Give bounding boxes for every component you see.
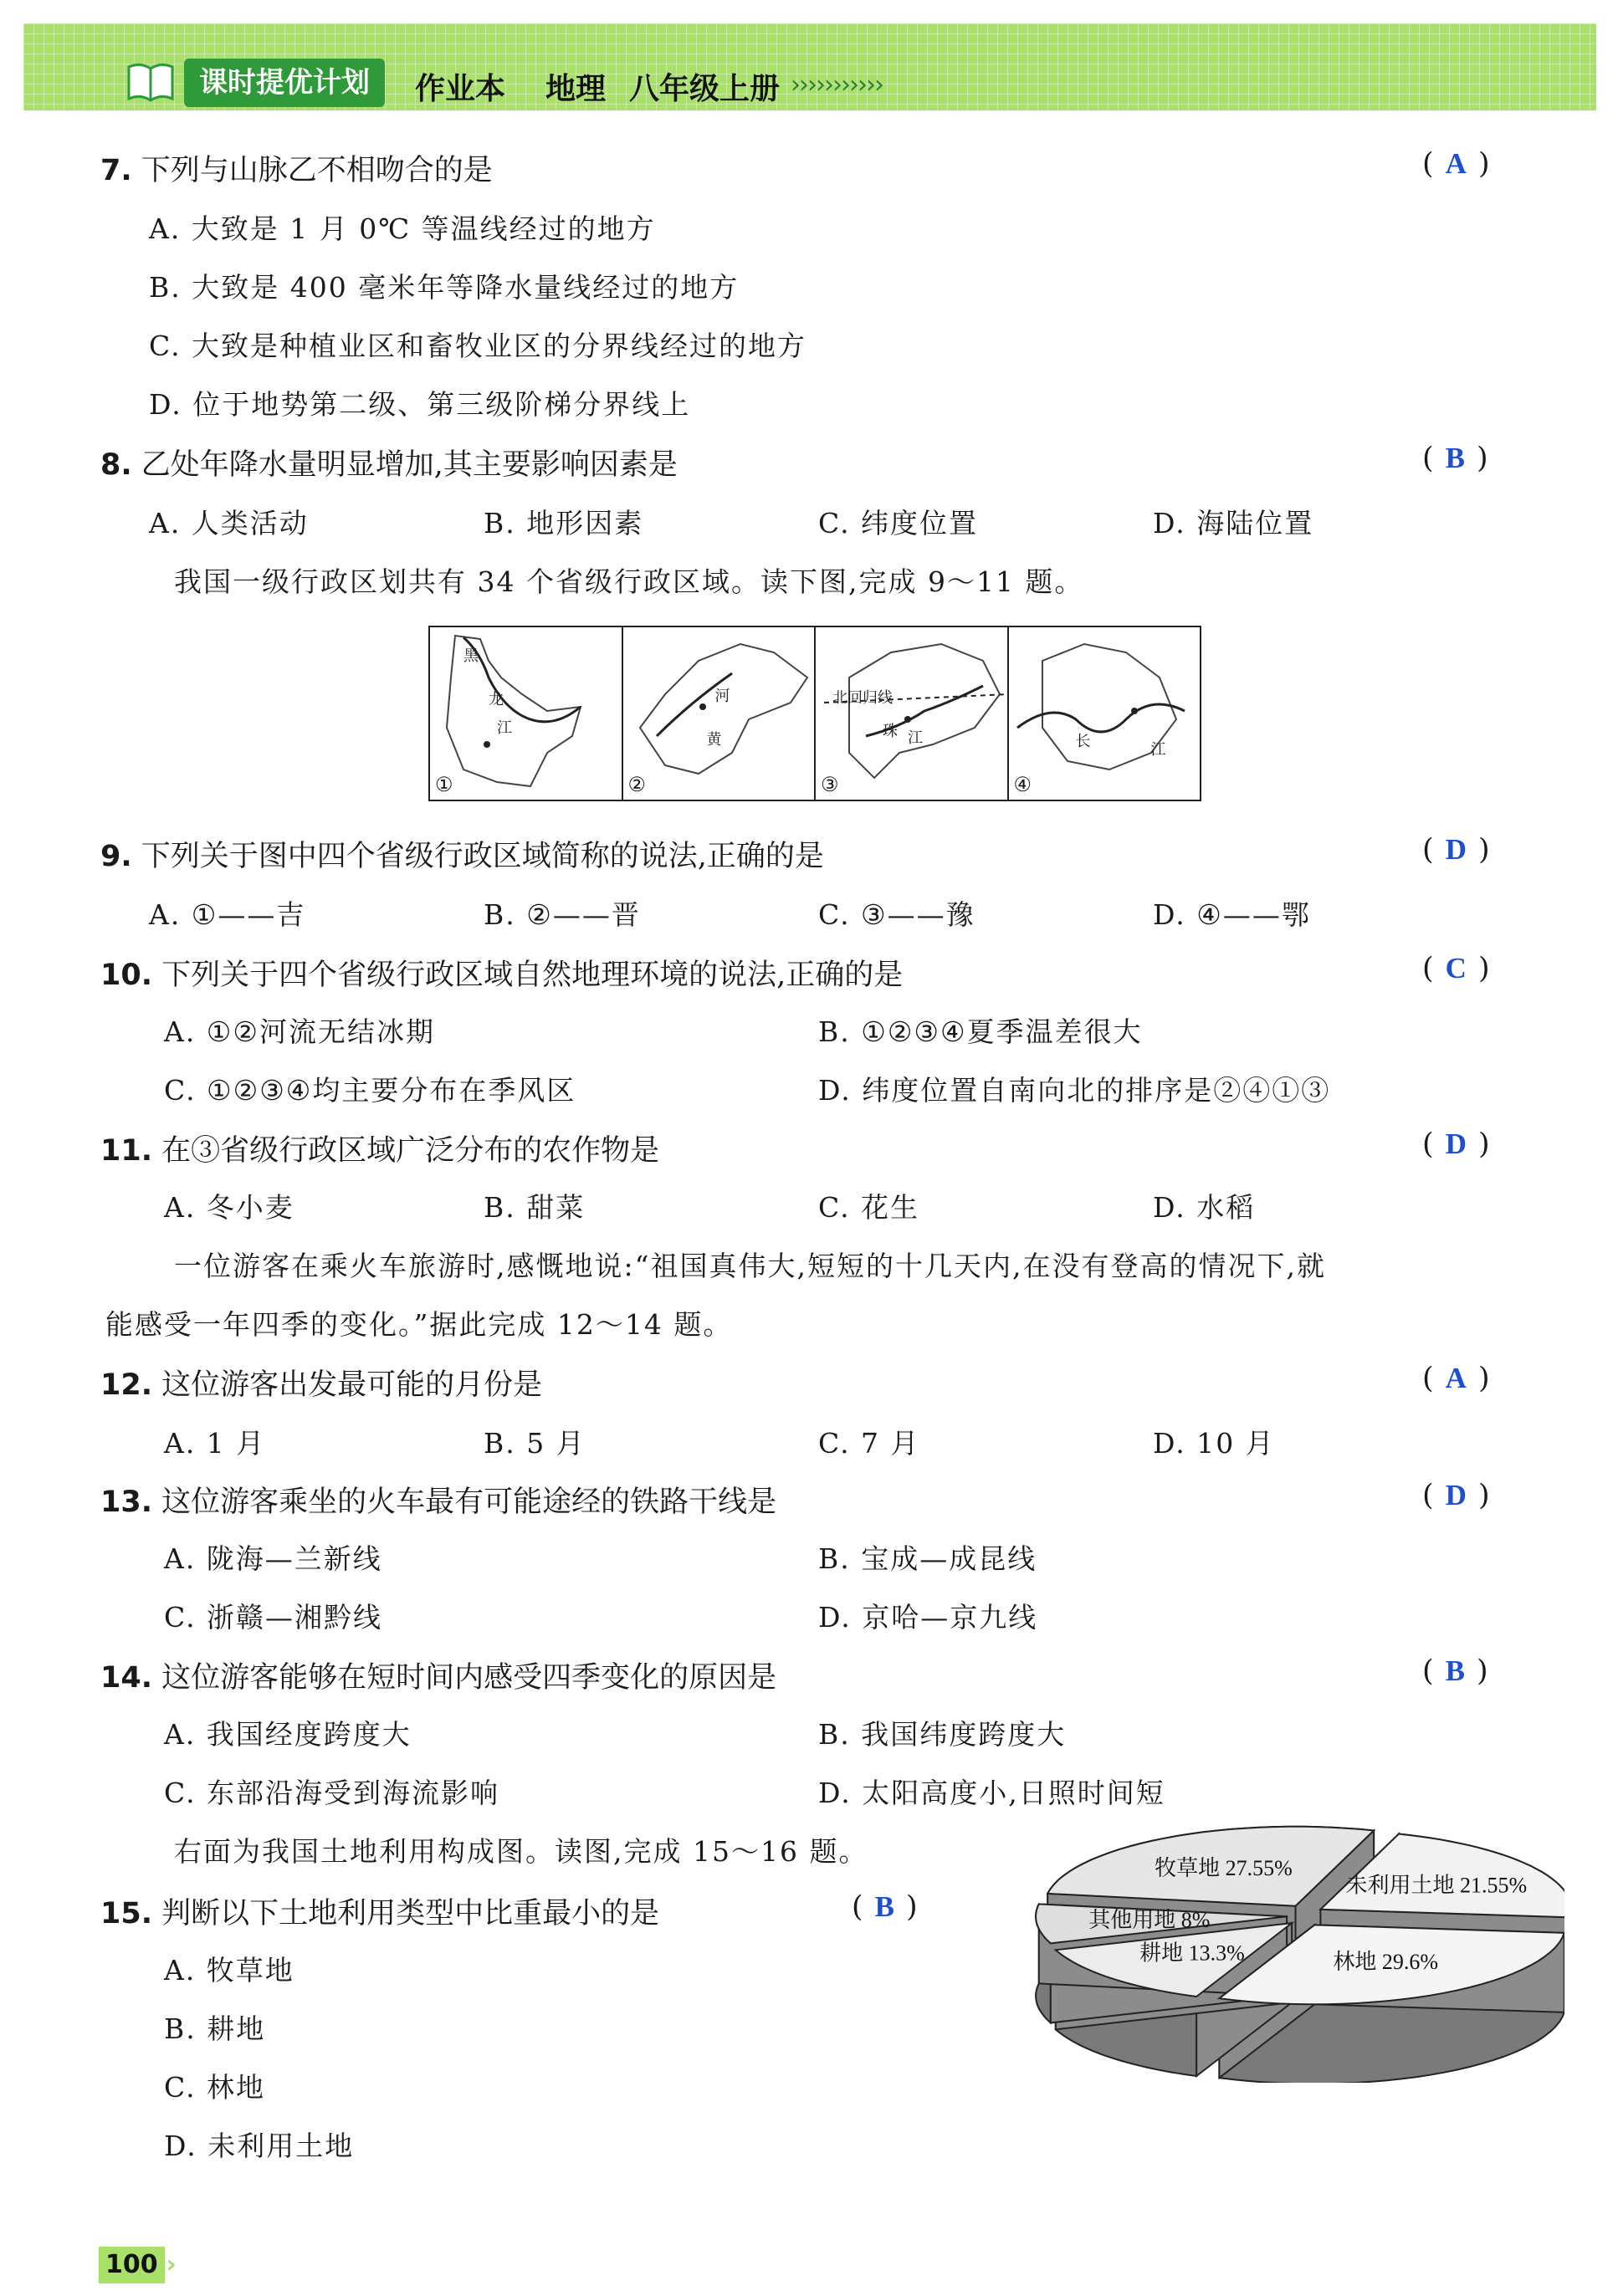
question-15: 15. 判断以下土地利用类型中比重最小的是 [100,1897,660,1930]
map-1-outline [430,627,597,795]
question-13: 13. 这位游客乘坐的火车最有可能途经的铁路干线是 [100,1485,777,1519]
map-1-number: ① [435,773,453,796]
question-12: 12. 这位游客出发最可能的月份是 [100,1368,543,1402]
q7-option-a: A. 大致是 1 月 0℃ 等温线经过的地方 [149,212,656,245]
land-use-pie-chart [1029,1815,1564,2083]
q13-option-b: B. 宝成—成昆线 [818,1542,1037,1575]
q11-option-d: D. 水稻 [1153,1191,1256,1224]
q7-option-b: B. 大致是 400 毫米年等降水量线经过的地方 [149,271,740,304]
pie-label-林地: 林地 29.6% [1333,1950,1439,1975]
q11-option-c: C. 花生 [818,1191,920,1224]
intro-12-14-line2: 能感受一年四季的变化。”据此完成 12～14 题。 [105,1308,733,1341]
province-maps [428,626,1201,801]
pie-label-耕地: 耕地 13.3% [1139,1941,1245,1966]
answer-12: ( A ) [1422,1362,1490,1395]
map-1-label-hei: 黑 [463,647,479,665]
map-3-label-zhu: 珠 [883,723,898,740]
map-1-label-long: 龙 [489,691,504,708]
q12-option-a: A. 1 月 [164,1427,266,1460]
q10-option-a: A. ①②河流无结冰期 [164,1015,435,1048]
q9-option-c: C. ③——豫 [818,898,975,931]
q7-option-d: D. 位于地势第二级、第三级阶梯分界线上 [149,388,691,421]
brand-label: 课时提优计划 [184,59,385,107]
q12-option-d: D. 10 月 [1153,1427,1275,1460]
map-4-outline [1009,627,1193,795]
q14-option-a: A. 我国经度跨度大 [164,1718,412,1751]
question-14: 14. 这位游客能够在短时间内感受四季变化的原因是 [100,1661,777,1695]
q15-option-a: A. 牧草地 [164,1954,294,1987]
question-10: 10. 下列关于四个省级行政区域自然地理环境的说法,正确的是 [100,959,904,992]
q8-option-a: A. 人类活动 [149,507,309,539]
map-2-label-he: 河 [714,688,730,705]
intro-12-14-line1: 一位游客在乘火车旅游时,感慨地说:“祖国真伟大,短短的十几天内,在没有登高的情况下,就 [174,1250,1326,1282]
q10-option-c: C. ①②③④均主要分布在季风区 [164,1074,576,1107]
q14-option-d: D. 太阳高度小,日照时间短 [818,1777,1165,1809]
header-arrows-icon: ››››››››››› [791,70,883,100]
map-4-number: ④ [1013,773,1032,796]
q12-option-c: C. 7 月 [818,1427,920,1460]
page-arrows-icon: ›› [156,2250,177,2279]
intro-15-16: 右面为我国土地利用构成图。读图,完成 15～16 题。 [174,1835,868,1868]
answer-10: ( C ) [1422,952,1490,985]
q15-option-d: D. 未利用土地 [164,2130,355,2162]
q14-option-c: C. 东部沿海受到海流影响 [164,1777,500,1809]
map-3-number: ③ [821,773,839,796]
q11-option-b: B. 甜菜 [484,1191,586,1224]
q13-option-a: A. 陇海—兰新线 [164,1542,382,1575]
answer-14: ( B ) [1422,1654,1488,1688]
map-1 [430,627,623,800]
q10-option-b: B. ①②③④夏季温差很大 [818,1015,1143,1048]
q13-option-d: D. 京哈—京九线 [818,1601,1038,1634]
q12-option-b: B. 5 月 [484,1427,586,1460]
pie-label-其他用地: 其他用地 8% [1088,1908,1211,1933]
map-3-label-tropic: 北回归线 [832,689,893,707]
map-2-number: ② [627,773,647,796]
answer-8: ( B ) [1422,442,1488,475]
intro-9-11: 我国一级行政区划共有 34 个省级行政区域。读下图,完成 9～11 题。 [174,565,1084,598]
map-4-label-chang: 长 [1075,733,1091,750]
map-1-label-jiang: 江 [497,719,512,737]
map-4-label-jiang: 江 [1150,741,1166,759]
answer-15: ( B ) [852,1890,918,1924]
q9-option-b: B. ②——晋 [484,898,641,931]
map-2-label-huang: 黄 [706,731,722,749]
q9-option-d: D. ④——鄂 [1153,898,1311,931]
map-4 [1009,627,1201,800]
q8-option-c: C. 纬度位置 [818,507,979,539]
book-title: 作业本 [415,72,506,106]
q8-option-b: B. 地形因素 [484,507,644,539]
q10-option-d: D. 纬度位置自南向北的排序是②④①③ [818,1074,1331,1107]
q11-option-a: A. 冬小麦 [164,1191,294,1224]
q7-option-c: C. 大致是种植业区和畜牧业区的分界线经过的地方 [149,330,807,362]
q8-option-d: D. 海陆位置 [1153,507,1314,539]
question-9: 9. 下列关于图中四个省级行政区域简称的说法,正确的是 [100,840,824,873]
q15-option-b: B. 耕地 [164,2012,266,2045]
map-3-outline [816,627,1016,795]
map-3-label-jiang: 江 [908,729,923,747]
q9-option-a: A. ①——吉 [149,898,306,931]
pie-label-牧草地: 牧草地 27.55% [1155,1856,1293,1881]
map-2-outline [623,627,824,795]
q14-option-b: B. 我国纬度跨度大 [818,1718,1067,1751]
question-11: 11. 在③省级行政区域广泛分布的农作物是 [100,1134,660,1168]
answer-7: ( A ) [1422,147,1490,181]
q13-option-c: C. 浙赣—湘黔线 [164,1601,383,1634]
question-8: 8. 乙处年降水量明显增加,其主要影响因素是 [100,448,678,482]
page-number: 100 [99,2247,165,2283]
q15-option-c: C. 林地 [164,2071,266,2104]
map-2 [623,627,817,800]
answer-9: ( D ) [1422,833,1490,867]
map-3 [816,627,1009,800]
question-7: 7. 下列与山脉乙不相吻合的是 [100,154,493,187]
pie-label-未利用土地: 未利用土地 21.55% [1345,1873,1528,1898]
answer-11: ( D ) [1422,1128,1490,1161]
answer-13: ( D ) [1422,1479,1490,1512]
subject-title: 地理 [545,72,607,106]
grade-title: 八年级上册 [629,72,781,106]
book-icon [125,59,176,105]
